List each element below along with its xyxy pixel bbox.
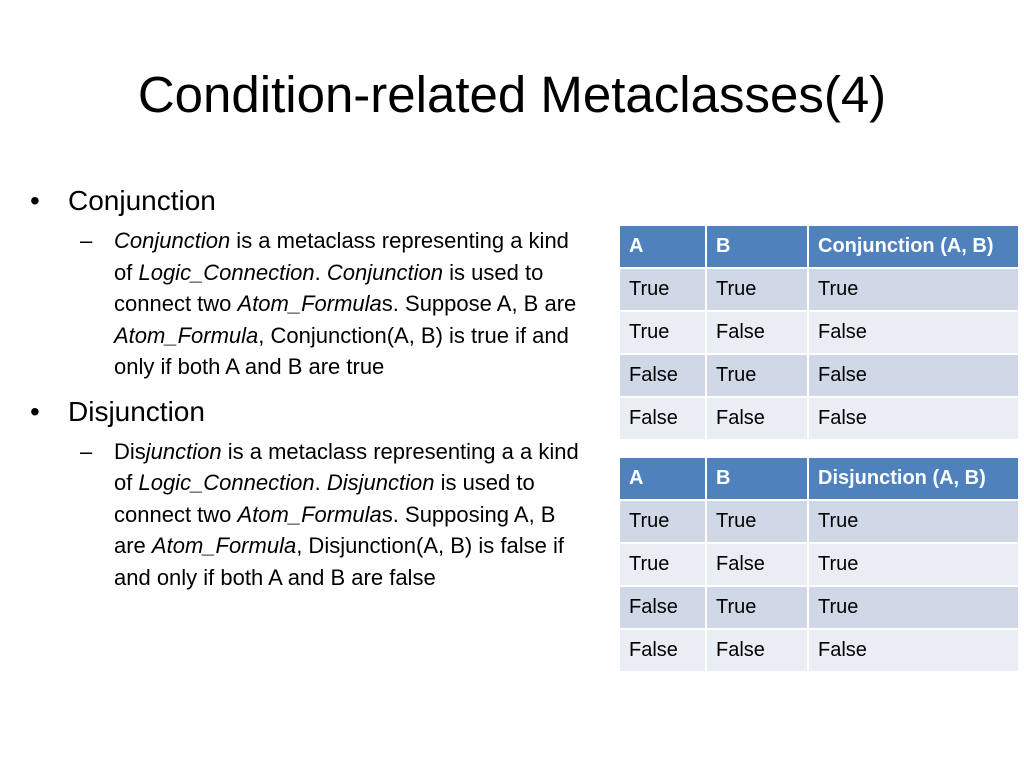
term-italic: Logic_Connection — [138, 470, 315, 495]
term-italic: junction — [145, 438, 222, 464]
term-italic: Atom_Formula — [237, 501, 382, 527]
slide-title: Condition-related Metaclasses(4) — [137, 66, 887, 123]
table-cell: False — [706, 397, 808, 440]
table-cell: False — [808, 629, 1019, 672]
table-cell: False — [619, 354, 706, 397]
table-cell: False — [706, 543, 808, 586]
table-cell: True — [706, 268, 808, 311]
text-run: s. Supposing A, B are — [114, 501, 556, 558]
table-cell: False — [619, 586, 706, 629]
header-cell: Disjunction (A, B) — [808, 457, 1019, 500]
table-header-row — [619, 457, 1019, 500]
bullet-conjunction — [28, 182, 593, 220]
table-cell: True — [808, 586, 1019, 629]
table-cell: True — [706, 500, 808, 543]
slide-content — [28, 182, 593, 593]
header-cell: B — [706, 457, 808, 500]
table-row — [619, 543, 1019, 586]
term-italic: Conjunction — [326, 259, 444, 285]
term-italic: Atom_Formula — [237, 291, 382, 316]
term-italic: Atom_Formula — [114, 322, 259, 348]
text-run: is a metaclass representing a kind of — [114, 228, 569, 285]
dash-icon: – — [80, 228, 93, 253]
table-cell: False — [619, 397, 706, 440]
table-cell: True — [619, 543, 706, 586]
table-header-row — [619, 225, 1019, 268]
text-run: , Conjunction(A, B) is true if and only if both A and B are true — [114, 322, 569, 379]
table-row — [619, 586, 1019, 629]
table-cell: True — [808, 543, 1019, 586]
bullet-heading: Conjunction — [68, 185, 216, 216]
conjunction-truth-table — [618, 224, 1020, 441]
table-row — [619, 311, 1019, 354]
term-italic: Logic_Connection — [138, 259, 315, 285]
header-cell: A — [619, 225, 706, 268]
bullet-dot-icon: • — [30, 395, 40, 427]
header-cell: A — [619, 457, 706, 500]
table-cell: True — [706, 354, 808, 397]
term-italic: Conjunction — [114, 228, 231, 253]
table-cell: True — [808, 500, 1019, 543]
bullet-dot-icon: • — [30, 185, 40, 216]
text-run: is used to connect two — [114, 259, 544, 316]
text-run: is used to connect two — [114, 470, 535, 527]
term-italic: Disjunction — [326, 470, 435, 495]
sub-bullet-conjunction — [28, 225, 593, 383]
text-run: is a metaclass representing a a kind of — [114, 438, 579, 495]
text-run: . — [314, 470, 327, 495]
disjunction-truth-table — [618, 456, 1020, 673]
table-cell: True — [706, 586, 808, 629]
table-cell: False — [808, 311, 1019, 354]
bullet-heading: Disjunction — [68, 395, 205, 427]
bullet-disjunction — [28, 393, 593, 431]
header-cell: Conjunction (A, B) — [808, 225, 1019, 268]
table-cell: True — [619, 268, 706, 311]
text-run: Dis — [114, 438, 146, 464]
text-run: . — [314, 259, 327, 285]
sub-bullet-disjunction — [28, 436, 593, 594]
table-cell: False — [706, 311, 808, 354]
dash-icon: – — [80, 438, 93, 464]
text-run: s. Suppose A, B are — [381, 291, 577, 316]
header-cell: B — [706, 225, 808, 268]
table-row — [619, 354, 1019, 397]
table-cell: False — [706, 629, 808, 672]
term-italic: Atom_Formula — [151, 533, 297, 558]
table-row — [619, 629, 1019, 672]
table-row — [619, 397, 1019, 440]
table-cell: False — [619, 629, 706, 672]
table-cell: True — [808, 268, 1019, 311]
table-row — [619, 500, 1019, 543]
table-row — [619, 268, 1019, 311]
table-cell: True — [619, 500, 706, 543]
table-cell: False — [808, 354, 1019, 397]
table-cell: False — [808, 397, 1019, 440]
table-cell: True — [619, 311, 706, 354]
text-run: , Disjunction(A, B) is false if and only if both A and B are false — [114, 533, 564, 590]
